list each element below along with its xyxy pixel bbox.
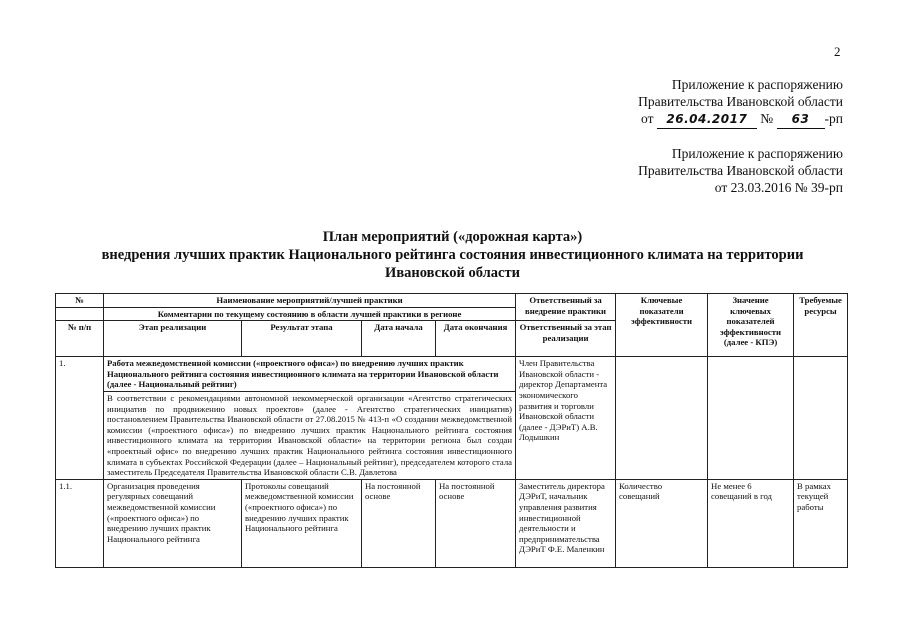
row2-responsible: Заместитель директора ДЭРиТ, начальник управления развития инвестиционной деятельности и предпринимательства ДЭРиТ Ф.Е. Маленкин [516, 479, 616, 567]
row1-kpi-value [708, 357, 794, 480]
header-end: Дата окончания [436, 321, 516, 357]
row2-end: На постоянной основе [436, 479, 516, 567]
header-responsible: Ответственный за внедрение практики [516, 294, 616, 321]
document-title [60, 228, 845, 282]
row2-stage: Организация проведения регулярных совещаний межведомственной комиссии («проектного офиса») по внедрению лучших практик Национального рейтинга [104, 479, 242, 567]
row2-result: Протоколы совещаний межведомственной комиссии («проектного офиса») по внедрению лучших практик Национального рейтинга [242, 479, 362, 567]
number-suffix: -рп [824, 111, 843, 126]
header-start: Дата начала [362, 321, 436, 357]
header-kpi: Ключевые показатели эффективности [616, 294, 708, 357]
title-line2: внедрения лучших практик Национального рейтинга состояния инвестиционного климата на территории [101, 247, 804, 263]
appendix-current [638, 76, 843, 129]
header-name: Наименование мероприятий/лучшей практики [104, 294, 516, 308]
header-stage-responsible: Ответственный за этап реализации [516, 321, 616, 357]
row1-name: Работа межведомственной комиссии («проектного офиса») по внедрению лучших практик Национального рейтинга состояния инвестиционного климата на территории Ивановской области (далее - Национальный рейтинг) [104, 357, 516, 392]
row2-num: 1.1. [56, 479, 104, 567]
header-stage: Этап реализации [104, 321, 242, 357]
handwritten-number: 63 [777, 111, 825, 129]
row1-resources [794, 357, 848, 480]
header-num: № [56, 294, 104, 308]
appendix-previous-line2: Правительства Ивановской области [638, 163, 843, 178]
appendix-current-line2: Правительства Ивановской области [638, 94, 843, 109]
row1-responsible: Член Правительства Ивановской области - директор Департамента экономического развития и торговли Ивановской области (далее - ДЭРиТ) А.В. Лодышкин [516, 357, 616, 480]
header-kpi-value: Значение ключевых показателей эффективности (далее - КПЭ) [708, 294, 794, 357]
appendix-previous-line3: от 23.03.2016 № 39-рп [714, 180, 843, 195]
table-row [56, 479, 848, 567]
row2-start: На постоянной основе [362, 479, 436, 567]
appendix-current-line1: Приложение к распоряжению [671, 77, 843, 92]
row1-num: 1. [56, 357, 104, 480]
page-number: 2 [834, 44, 841, 59]
row2-kpi: Количество совещаний [616, 479, 708, 567]
appendix-previous-line1: Приложение к распоряжению [671, 146, 843, 161]
header-num-pp: № п/п [56, 321, 104, 357]
number-label: № [760, 111, 774, 126]
header-row-1 [56, 294, 848, 308]
header-comments: Комментарии по текущему состоянию в области лучшей практики в регионе [104, 307, 516, 321]
roadmap-table [55, 293, 848, 568]
header-empty [56, 307, 104, 321]
appendix-current-line3 [638, 110, 843, 129]
header-result: Результат этапа [242, 321, 362, 357]
from-label: от [641, 111, 654, 126]
row1-comment: В соответствии с рекомендациями автономной некоммерческой организации «Агентство стратегических инициатив по продвижению новых проектов» (далее - Агентство стратегических инициатив) постановлением Правительства Ивановской области от 27.08.2015 № 413-п «О создании межведомственной комиссии («проектного офиса») по внедрению лучших практик Национального рейтинга состояния инвестиционного климата на территории Ивановской области» на территории региона был создан «проектный офис» по внедрению лучших практик Национального рейтинга состояния инвестиционного климата в субъектах Российской Федерации (далее – Национальный рейтинг), председателем которого стала заместитель Председателя Правительства Ивановской области С.В. Давлетова [104, 391, 516, 479]
title-line1: План мероприятий («дорожная карта») [322, 229, 583, 245]
row2-resources: В рамках текущей работы [794, 479, 848, 567]
handwritten-date: 26.04.2017 [657, 111, 757, 129]
title-line3: Ивановской области [385, 265, 520, 281]
table-row [56, 357, 848, 392]
appendix-previous [638, 145, 843, 196]
header-resources: Требуемые ресурсы [794, 294, 848, 357]
row2-kpi-value: Не менее 6 совещаний в год [708, 479, 794, 567]
row1-kpi [616, 357, 708, 480]
